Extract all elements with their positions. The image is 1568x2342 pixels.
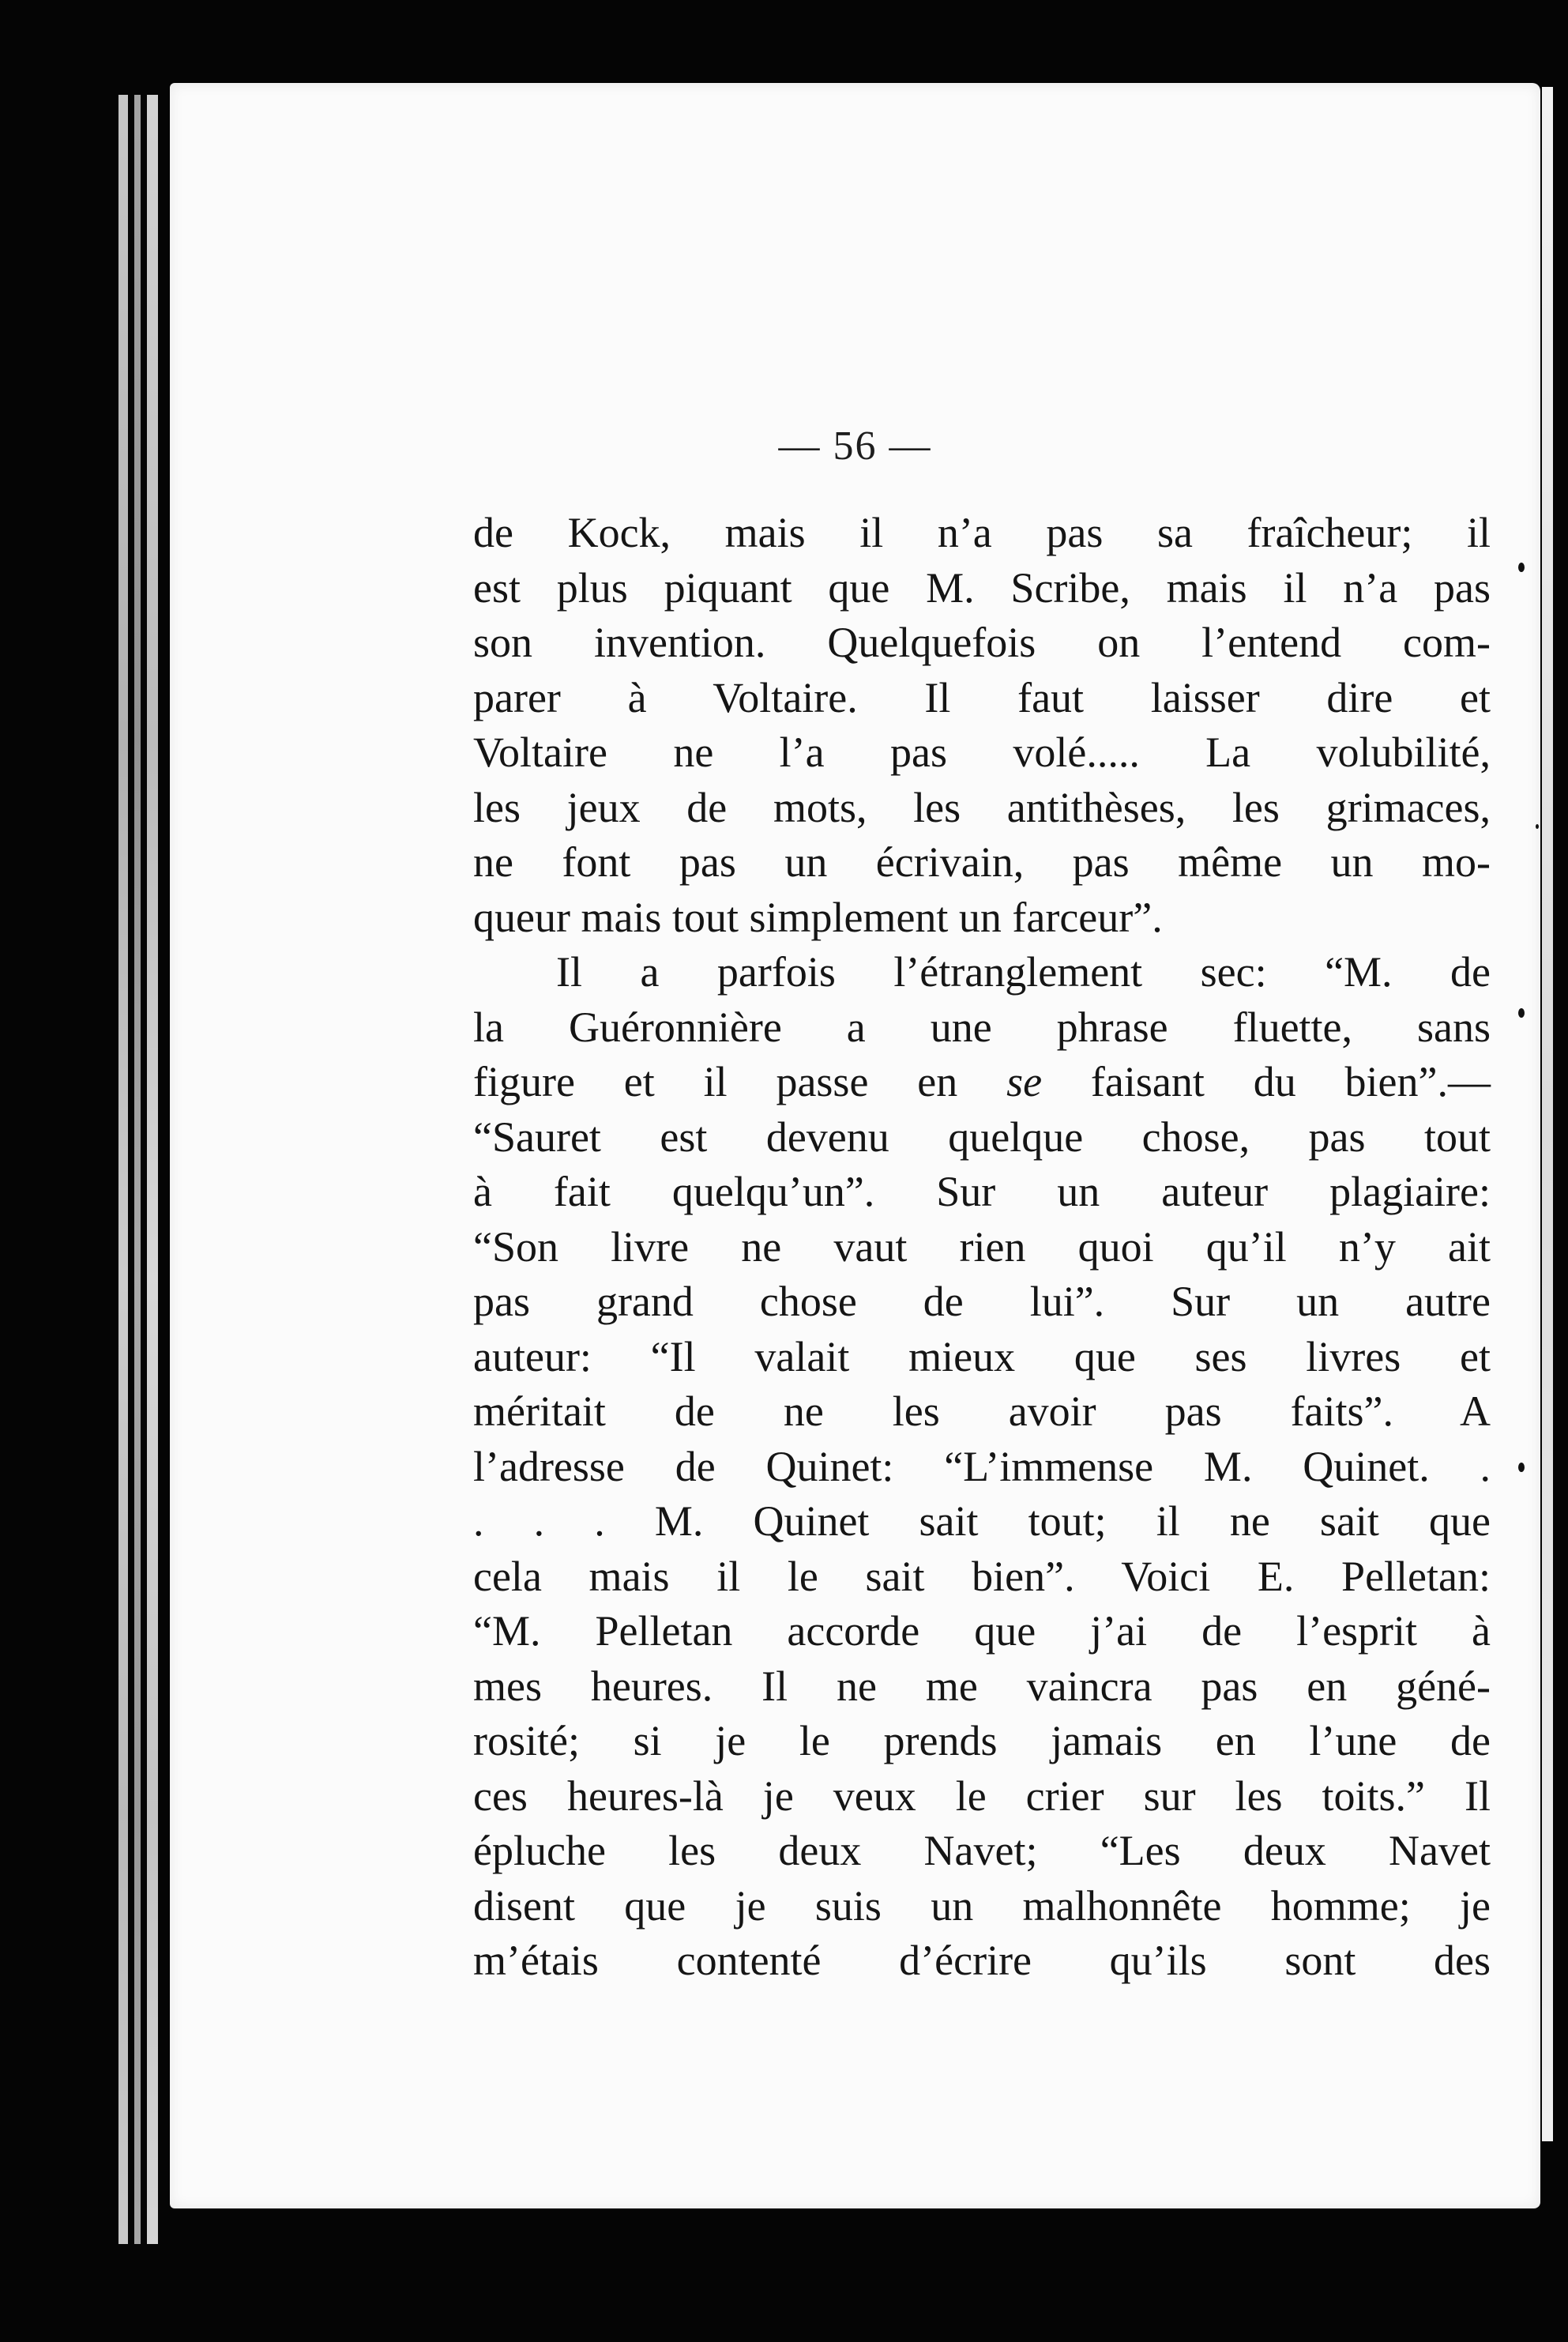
text-line: figure et il passe en se faisant du bien”.— bbox=[473, 1058, 1491, 1105]
page-edge-strip bbox=[118, 95, 128, 2244]
text-line: à fait quelqu’un”. Sur un auteur plagiaire: bbox=[473, 1168, 1491, 1215]
text-line: ces heures-là je veux le crier sur les toits.” Il bbox=[473, 1772, 1491, 1820]
text-line: cela mais il le sait bien”. Voici E. Pelletan: bbox=[473, 1552, 1491, 1600]
scan-speck bbox=[1518, 1463, 1525, 1472]
text-line: Il a parfois l’étranglement sec: “M. de bbox=[556, 948, 1491, 996]
text-line: pas grand chose de lui”. Sur un autre bbox=[473, 1278, 1491, 1325]
text-line: “Son livre ne vaut rien quoi qu’il n’y ait bbox=[473, 1222, 1491, 1271]
text-line: . . . M. Quinet sait tout; il ne sait que bbox=[473, 1497, 1491, 1545]
paragraph-2 bbox=[473, 945, 1491, 1989]
text-line: méritait de ne les avoir pas faits”. A bbox=[473, 1388, 1491, 1435]
text-line: m’étais contenté d’écrire qu’ils sont des bbox=[473, 1937, 1491, 1984]
text-line: mes heures. Il ne me vaincra pas en géné- bbox=[473, 1662, 1491, 1710]
scan-speck bbox=[1536, 824, 1539, 829]
text-line: ne font pas un écrivain, pas même un mo- bbox=[473, 838, 1491, 886]
text-line: parer à Voltaire. Il faut laisser dire et bbox=[473, 673, 1491, 721]
text-line: “M. Pelletan accorde que j’ai de l’esprit à bbox=[473, 1607, 1491, 1655]
opposite-page-edge bbox=[1542, 87, 1553, 2141]
text-line: auteur: “Il valait mieux que ses livres et bbox=[473, 1332, 1491, 1380]
text-line: Voltaire ne l’a pas volé..... La volubilité, bbox=[473, 729, 1491, 776]
text-line: les jeux de mots, les antithèses, les grimaces, bbox=[473, 783, 1491, 831]
page-edge-strip bbox=[147, 95, 158, 2244]
text-line: épluche les deux Navet; “Les deux Navet bbox=[473, 1827, 1491, 1874]
paragraph-1 bbox=[473, 506, 1491, 945]
text-line: l’adresse de Quinet: “L’immense M. Quinet. . bbox=[473, 1442, 1491, 1490]
text-line: de Kock, mais il n’a pas sa fraîcheur; il bbox=[473, 509, 1491, 556]
text-line: est plus piquant que M. Scribe, mais il n’a pas bbox=[473, 563, 1491, 612]
page-number: — 56 — bbox=[778, 424, 932, 469]
body-text bbox=[473, 506, 1491, 1989]
text-line: “Sauret est devenu quelque chose, pas tout bbox=[473, 1113, 1491, 1161]
text-line: la Guéronnière a une phrase fluette, sans bbox=[473, 1003, 1491, 1051]
text-line: rosité; si je le prends jamais en l’une de bbox=[473, 1717, 1491, 1764]
text-line: queur mais tout simplement un farceur”. bbox=[473, 893, 1163, 941]
page-edge-strip bbox=[134, 95, 141, 2244]
book-page bbox=[170, 83, 1540, 2208]
text-line: son invention. Quelquefois on l’entend com- bbox=[473, 619, 1491, 666]
scan-speck bbox=[1518, 1008, 1525, 1018]
scan-speck bbox=[1518, 563, 1525, 572]
text-line: disent que je suis un malhonnête homme; je bbox=[473, 1881, 1491, 1930]
italic-word: se bbox=[1006, 1058, 1043, 1105]
